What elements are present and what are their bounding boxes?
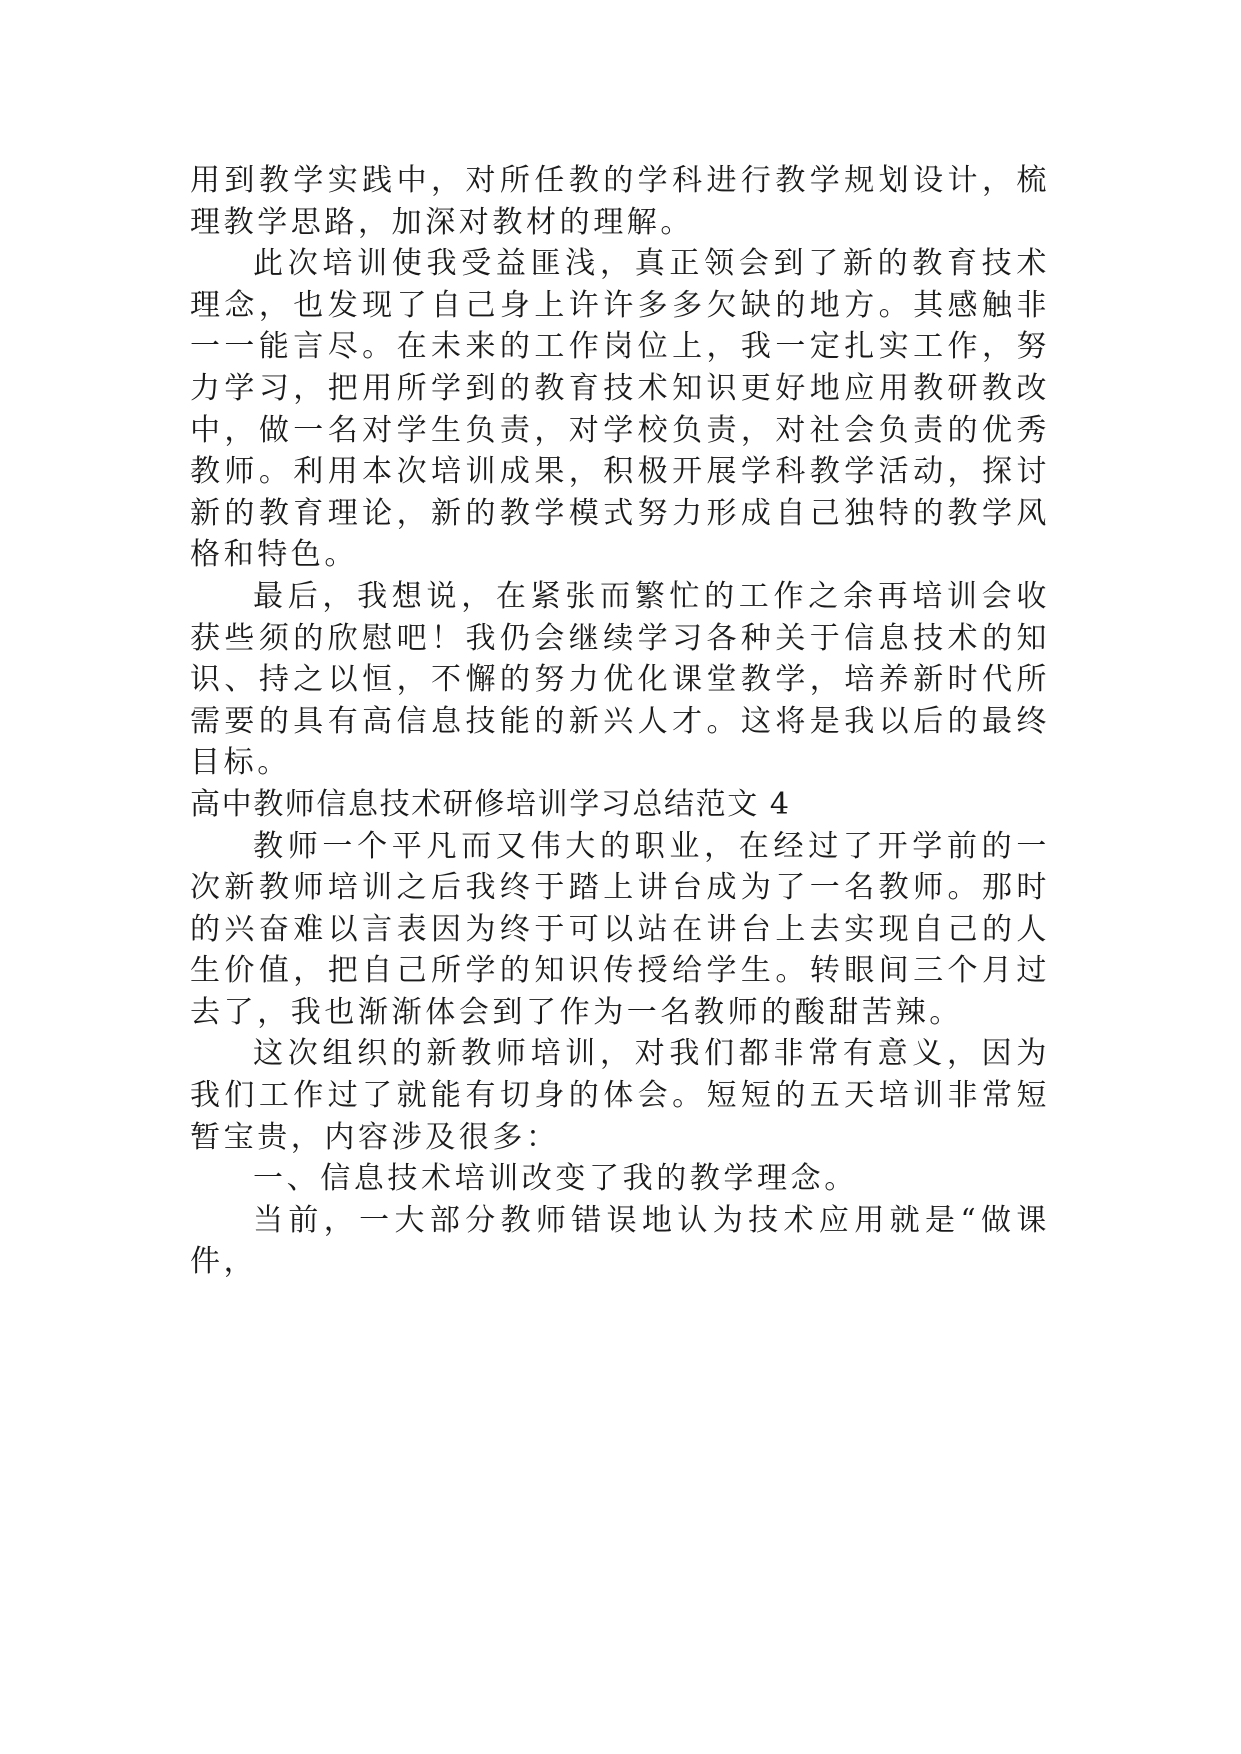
list-item-heading-one: 一、信息技术培训改变了我的教学理念。 (253, 1161, 858, 1197)
section-title: 高中教师信息技术研修培训学习总结范文 4 (190, 786, 791, 822)
paragraph-new-teacher-training: 这次组织的新教师培训，对我们都非常有意义，因为我们工作过了就能有切身的体会。短短的五天培训非常短暂宝贵，内容涉及很多： (190, 1036, 1050, 1155)
paragraph-continuation: 用到教学实践中，对所任教的学科进行教学规划设计，梳理教学思路，加深对教材的理解。 (190, 163, 1050, 240)
paragraph-closing-goal: 最后，我想说，在紧张而繁忙的工作之余再培训会收获些须的欣慰吧！我仍会继续学习各种关于信息技术的知识、持之以恒，不懈的努力优化课堂教学，培养新时代所需要的具有高信息技能的新兴人才。这将是我以后的最终目标。 (190, 578, 1050, 781)
paragraph-teacher-career: 教师一个平凡而又伟大的职业，在经过了开学前的一次新教师培训之后我终于踏上讲台成为了一名教师。那时的兴奋难以言表因为终于可以站在讲台上去实现自己的人生价值，把自己所学的知识传授给学生。转眼间三个月过去了，我也渐渐体会到了作为一名教师的酸甜苦辣。 (190, 828, 1050, 1030)
paragraph-training-benefits: 此次培训使我受益匪浅，真正领会到了新的教育技术理念，也发现了自己身上许许多多欠缺的地方。其感触非一一能言尽。在未来的工作岗位上，我一定扎实工作，努力学习，把用所学到的教育技术知识更好地应用教研教改中，做一名对学生负责，对学校负责，对社会负责的优秀教师。利用本次培训成果，积极开展学科教学活动，探讨新的教育理论，新的教学模式努力形成自己独特的教学风格和特色。 (190, 246, 1050, 573)
paragraph-current-situation: 当前，一大部分教师错误地认为技术应用就是“做课件， (190, 1202, 1050, 1280)
document-body (190, 160, 1050, 1283)
